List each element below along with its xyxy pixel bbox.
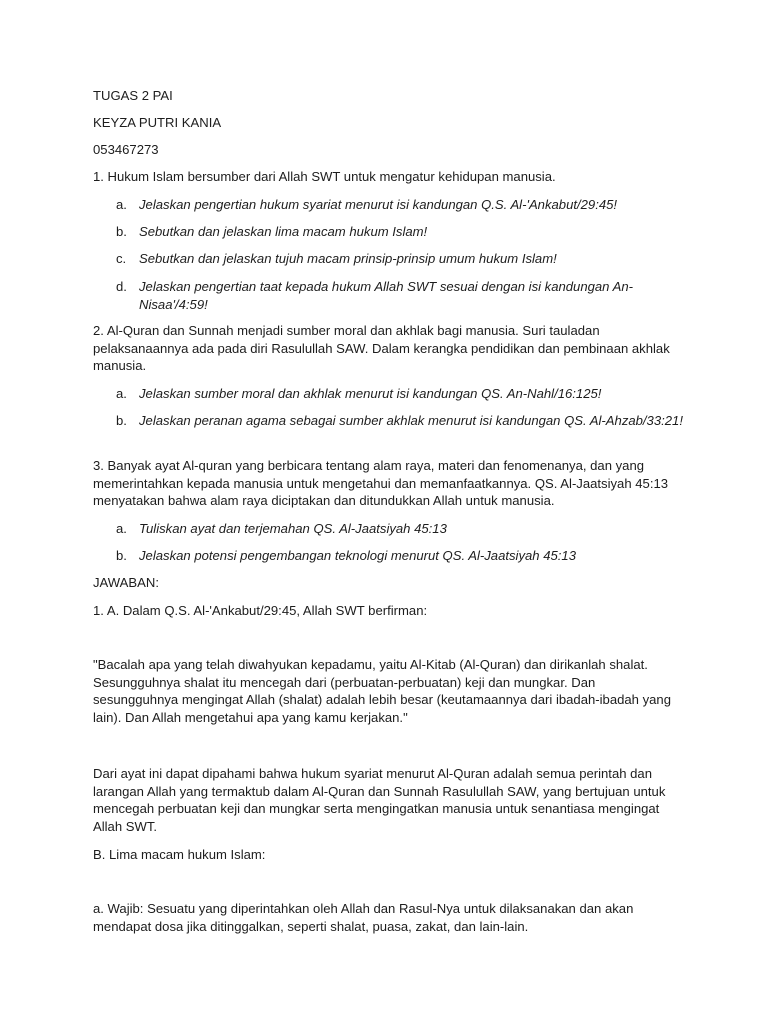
answer-1a-explanation: Dari ayat ini dapat dipahami bahwa hukum syariat menurut Al-Quran adalah semua perintah dan larangan Allah yang termaktub dalam Al-Quran dan Sunnah Rasulullah SAW, yang bertujuan untuk mencegah perbuatan keji dan mungkar serta mengingatkan manusia untuk senantiasa mengingat Allah SWT. [93,766,666,834]
question-1-item-a [116,196,683,214]
list-marker: b. [116,548,127,563]
answer-1b-heading: B. Lima macam hukum Islam: [93,847,266,862]
list-marker: b. [116,224,127,239]
list-item-text: Sebutkan dan jelaskan lima macam hukum Islam! [139,224,428,239]
question-2: 2. Al-Quran dan Sunnah menjadi sumber moral dan akhlak bagi manusia. Suri tauladan pelaksanaannya ada pada diri Rasulullah SAW. Dalam kerangka pendidikan dan pembinaan akhlak manusia. [93,323,670,374]
student-name: KEYZA PUTRI KANIA [93,115,222,130]
question-1-item-d [116,278,683,313]
student-id: 053467273 [93,142,159,157]
question-1: 1. Hukum Islam bersumber dari Allah SWT untuk mengatur kehidupan manusia. [93,169,556,184]
question-1-item-c [116,250,683,268]
answers-heading: JAWABAN: [93,575,159,590]
list-item-text: Jelaskan potensi pengembangan teknologi menurut QS. Al-Jaatsiyah 45:13 [139,548,576,563]
question-2-item-b [116,412,683,430]
list-item-text: Jelaskan peranan agama sebagai sumber akhlak menurut isi kandungan QS. Al-Ahzab/33:21! [139,413,683,428]
question-3-item-a [116,520,683,538]
list-item-text: Jelaskan sumber moral dan akhlak menurut isi kandungan QS. An-Nahl/16:125! [139,386,602,401]
list-marker: d. [116,279,127,294]
list-marker: a. [116,386,127,401]
document-title: TUGAS 2 PAI [93,88,173,103]
list-marker: a. [116,197,127,212]
list-item-text: Jelaskan pengertian taat kepada hukum Allah SWT sesuai dengan isi kandungan An-Nisaa'/4:59! [139,279,633,312]
answer-1a-quote: "Bacalah apa yang telah diwahyukan kepadamu, yaitu Al-Kitab (Al-Quran) dan dirikanlah shalat. Sesungguhnya shalat itu mencegah dari (perbuatan-perbuatan) keji dan mungkar. Dan sesungguhnya mengingat Allah (shalat) adalah lebih besar (keutamaannya dari ibadah-ibadah yang lain). Dan Allah mengetahui apa yang kamu kerjakan." [93,657,671,725]
list-item-text: Tuliskan ayat dan terjemahan QS. Al-Jaatsiyah 45:13 [139,521,447,536]
list-item-text: Jelaskan pengertian hukum syariat menurut isi kandungan Q.S. Al-'Ankabut/29:45! [139,197,618,212]
answer-1a-intro: 1. A. Dalam Q.S. Al-'Ankabut/29:45, Allah SWT berfirman: [93,603,428,618]
question-3-item-b [116,547,683,565]
list-marker: b. [116,413,127,428]
list-item-text: Sebutkan dan jelaskan tujuh macam prinsip-prinsip umum hukum Islam! [139,251,557,266]
list-marker: a. [116,521,127,536]
question-3: 3. Banyak ayat Al-quran yang berbicara tentang alam raya, materi dan fenomenanya, dan yang memerintahkan kepada manusia untuk mengetahui dan memanfaatkannya. QS. Al-Jaatsiyah 45:13 menyatakan bahwa alam raya diciptakan dan ditundukkan Allah untuk manusia. [93,458,669,509]
answer-1b-wajib: a. Wajib: Sesuatu yang diperintahkan oleh Allah dan Rasul-Nya untuk dilaksanakan dan akan mendapat dosa jika ditinggalkan, seperti shalat, puasa, zakat, dan lain-lain. [93,901,634,934]
question-1-item-b [116,223,683,241]
question-2-item-a [116,385,683,403]
list-marker: c. [116,251,127,266]
